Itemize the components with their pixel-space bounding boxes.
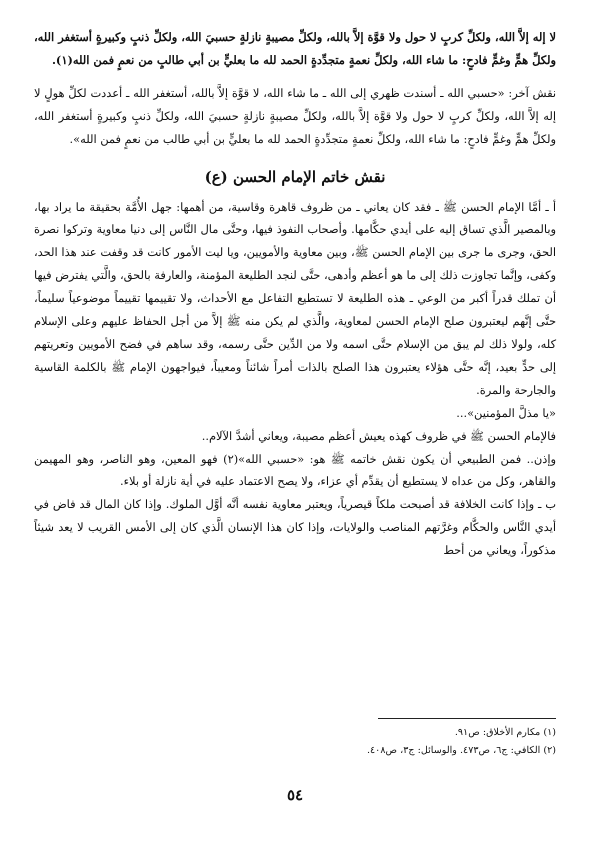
footnotes — [34, 724, 556, 760]
paragraph-conclusion: وإذن.. فمن الطبيعي أن يكون نقش خاتمه ﷺ هو: «حسبي الله»(٢) فهو المعين، وهو الناصر، وهو المهيمن والقاهر، وكل من عداه لا يستطيع أن يقدِّم أي عزاء، ولا يصح الاعتماد عليه في أية نازلة أو بلاء. — [34, 451, 557, 489]
paragraph-inscription-text: لا إله إلاَّ الله، ولكلِّ كربٍ لا حول ولا قوَّة إلاَّ بالله، ولكلِّ مصيبةٍ نازلةٍ حسبيَ الله، ولكلِّ ذنبٍ وكبيرةٍ أستغفر الله، ولكلِّ همٍّ وغمٍّ فادحٍ: ما شاء الله، ولكلِّ نعمةٍ متجدِّدةٍ الحمد لله ما بعليٍّ بن أبي طالبٍ من نعمٍ فمن الله(١). — [34, 30, 556, 67]
paragraph-quote: «يا مذلَّ المؤمنين»... — [456, 405, 556, 420]
footnote-divider — [378, 718, 556, 719]
section-heading: نقش خاتم الإمام الحسن (ع) — [204, 167, 386, 186]
footnote-2: (٢) الكافي: ج٦، ص٤٧٣. والوسائل: ج٣، ص٤٠٨. — [366, 745, 556, 756]
paragraph-imam-hasan: فالإمام الحسن ﷺ في ظروف كهذه يعيش أعظم مصيبة، ويعاني أشدَّ الآلام.. — [201, 428, 556, 443]
paragraph-another-inscription: نقش آخر: «حسبي الله ـ أسندت ظهري إلى الله ـ ما شاء الله، لا قوَّة إلاَّ بالله، أستغفر الله ـ أعددت لكلِّ هولٍ لا إله إلاَّ الله، ولكلِّ كربٍ لا حول ولا قوَّة إلاَّ بالله، ولكلِّ مصيبةٍ نازلةٍ حسبيَ الله، ولكلِّ ذنبٍ وكبيرةٍ أستغفر الله، ولكلِّ همٍّ وغمٍّ فادحٍ: ما شاء الله، ولكلِّ نعمةٍ متجدِّدةٍ الحمد لله ما بعليٍّ بن أبي طالب من نعمٍ فمن الله». — [34, 85, 556, 146]
page-number: ٥٤ — [286, 786, 304, 804]
footnote-1: (١) مكارم الأخلاق: ص٩١. — [454, 727, 556, 738]
paragraph-section-a: أ ـ أمَّا الإمام الحسن ﷺ ـ فقد كان يعاني ـ من ظروف قاهرة وقاسية، من أهمها: جهل الأُمَّة بحقيقة ما يراد بها، وبالمصير الَّذي تساق إليه على أيدي حكَّامها. وأصحاب النفوذ فيها، وحتَّى مال النَّاس إلى دنيا معاوية وتركوا نصرة الحق، وجرى ما جرى بين الإمام الحسن ﷺ، وبين معاوية والأمويين، ويا ليت الأمور كانت قد وقفت عند هذا الحد، وكفى، وإنَّما تجاوزت ذلك إلى ما هو أعظم وأدهى، حتَّى لنجد الطليعة المؤمنة، والعارفة بالحق، والَّتي يفترض فيها أن تملك قدراً أكبر من الوعي ـ هذه الطليعة لا تستطيع التفاعل مع الأحداث، ولا تقييمها تقييماً موضوعياً سليماً، حتَّى إنَّهم ليعتبرون صلح الإمام الحسن لمعاوية، والَّذي لم يكن منه ﷺ إلاَّ من أجل الحفاظ عليهم وعلى الإسلام كله، ولولا ذلك لم يبق من الإسلام حتَّى اسمه ولا من الدِّين حتَّى رسمه، وقد ساهم في فضح الأمويين وتعريتهم إلى حدٍّ بعيد، إنَّه حتَّى هؤلاء يعتبرون هذا الصلح بالذات أمراً شائناً ومعيباً، فيواجهون الإمام ﷺ بالكلمة القاسية والجارحة والمرة. — [34, 199, 556, 397]
paragraph-section-b: ب ـ وإذا كانت الخلافة قد أصبحت ملكاً قيصرياً، ويعتبر معاوية نفسه أنَّه أوَّل الملوك. وإذا كان المال قد فاض في أيدي النَّاس والحكَّام وغرَّتهم المناصب والولايات، وإذا كان هذا الإنسان الَّذي كان إلى الأمس القريب لا يعد شيئاً مذكوراً، ويعاني من أحط — [34, 497, 556, 558]
